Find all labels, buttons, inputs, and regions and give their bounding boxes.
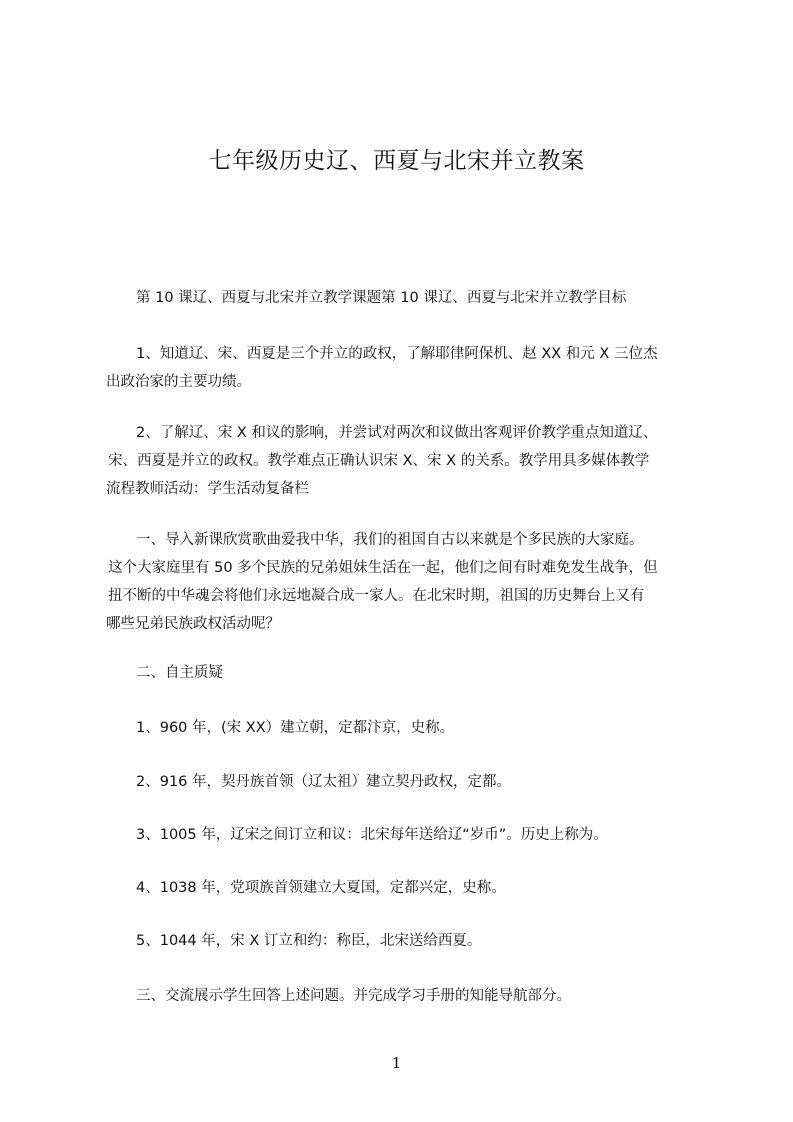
paragraph-line: 1、知道辽、宋、西夏是三个并立的政权，了解耶律阿保机、赵 XX 和元 X 三位杰 [136,346,658,362]
question-item [136,714,732,742]
page-number: 1 [391,1054,402,1072]
paragraph-section-2-heading [136,659,732,687]
paragraph-line: 二、自主质疑 [136,665,223,681]
question-item [136,768,732,796]
paragraph-section-intro [106,526,702,638]
paragraph-line: 4、1038 年，党项族首领建立大夏国，定都兴定，史称。 [136,880,506,896]
paragraph-lesson-heading [136,284,732,312]
paragraph-line: 扭不断的中华魂会将他们永远地凝合成一家人。在北宋时期，祖国的历史舞台上又有 [108,588,645,604]
paragraph-line: 1、960 年，(宋 XX）建立朝，定都汴京，史称。 [136,720,455,736]
paragraph-line: 一、导入新课欣赏歌曲爱我中华，我们的祖国自古以来就是个多民族的大家庭。 [136,532,644,548]
paragraph-line: 第 10 课辽、西夏与北宋并立教学课题第 10 课辽、西夏与北宋并立教学目标 [136,290,627,306]
paragraph-line: 3、1005 年，辽宋之间订立和议：北宋每年送给辽“岁币”。历史上称为。 [136,827,608,843]
paragraph-objective-2 [106,419,702,503]
question-item [136,927,732,955]
paragraph-objective-1 [106,340,702,396]
paragraph-line: 流程教师活动：学生活动复备栏 [106,481,309,497]
paragraph-line: 2、916 年，契丹族首领（辽太祖）建立契丹政权，定都。 [136,774,512,790]
question-item [136,821,732,849]
paragraph-section-3 [136,982,732,1010]
paragraph-line: 三、交流展示学生回答上述问题。并完成学习手册的知能导航部分。 [136,988,571,1004]
question-item [136,874,732,902]
paragraph-line: 2、了解辽、宋 X 和议的影响，并尝试对两次和议做出客观评价教学重点知道辽、 [136,425,658,441]
document-title: 七年级历史辽、西夏与北宋并立教案 [208,148,585,174]
paragraph-line: 出政治家的主要功绩。 [106,374,251,390]
paragraph-line: 5、1044 年，宋 X 订立和约：称臣，北宋送给西夏。 [136,933,482,949]
paragraph-line: 宋、西夏是并立的政权。教学难点正确认识宋 X、宋 X 的关系。教学用具多媒体教学 [108,453,650,469]
paragraph-line: 哪些兄弟民族政权活动呢？ [106,616,280,632]
paragraph-line: 这个大家庭里有 50 多个民族的兄弟姐妹生活在一起，他们之间有时难免发生战争，但 [108,560,658,576]
